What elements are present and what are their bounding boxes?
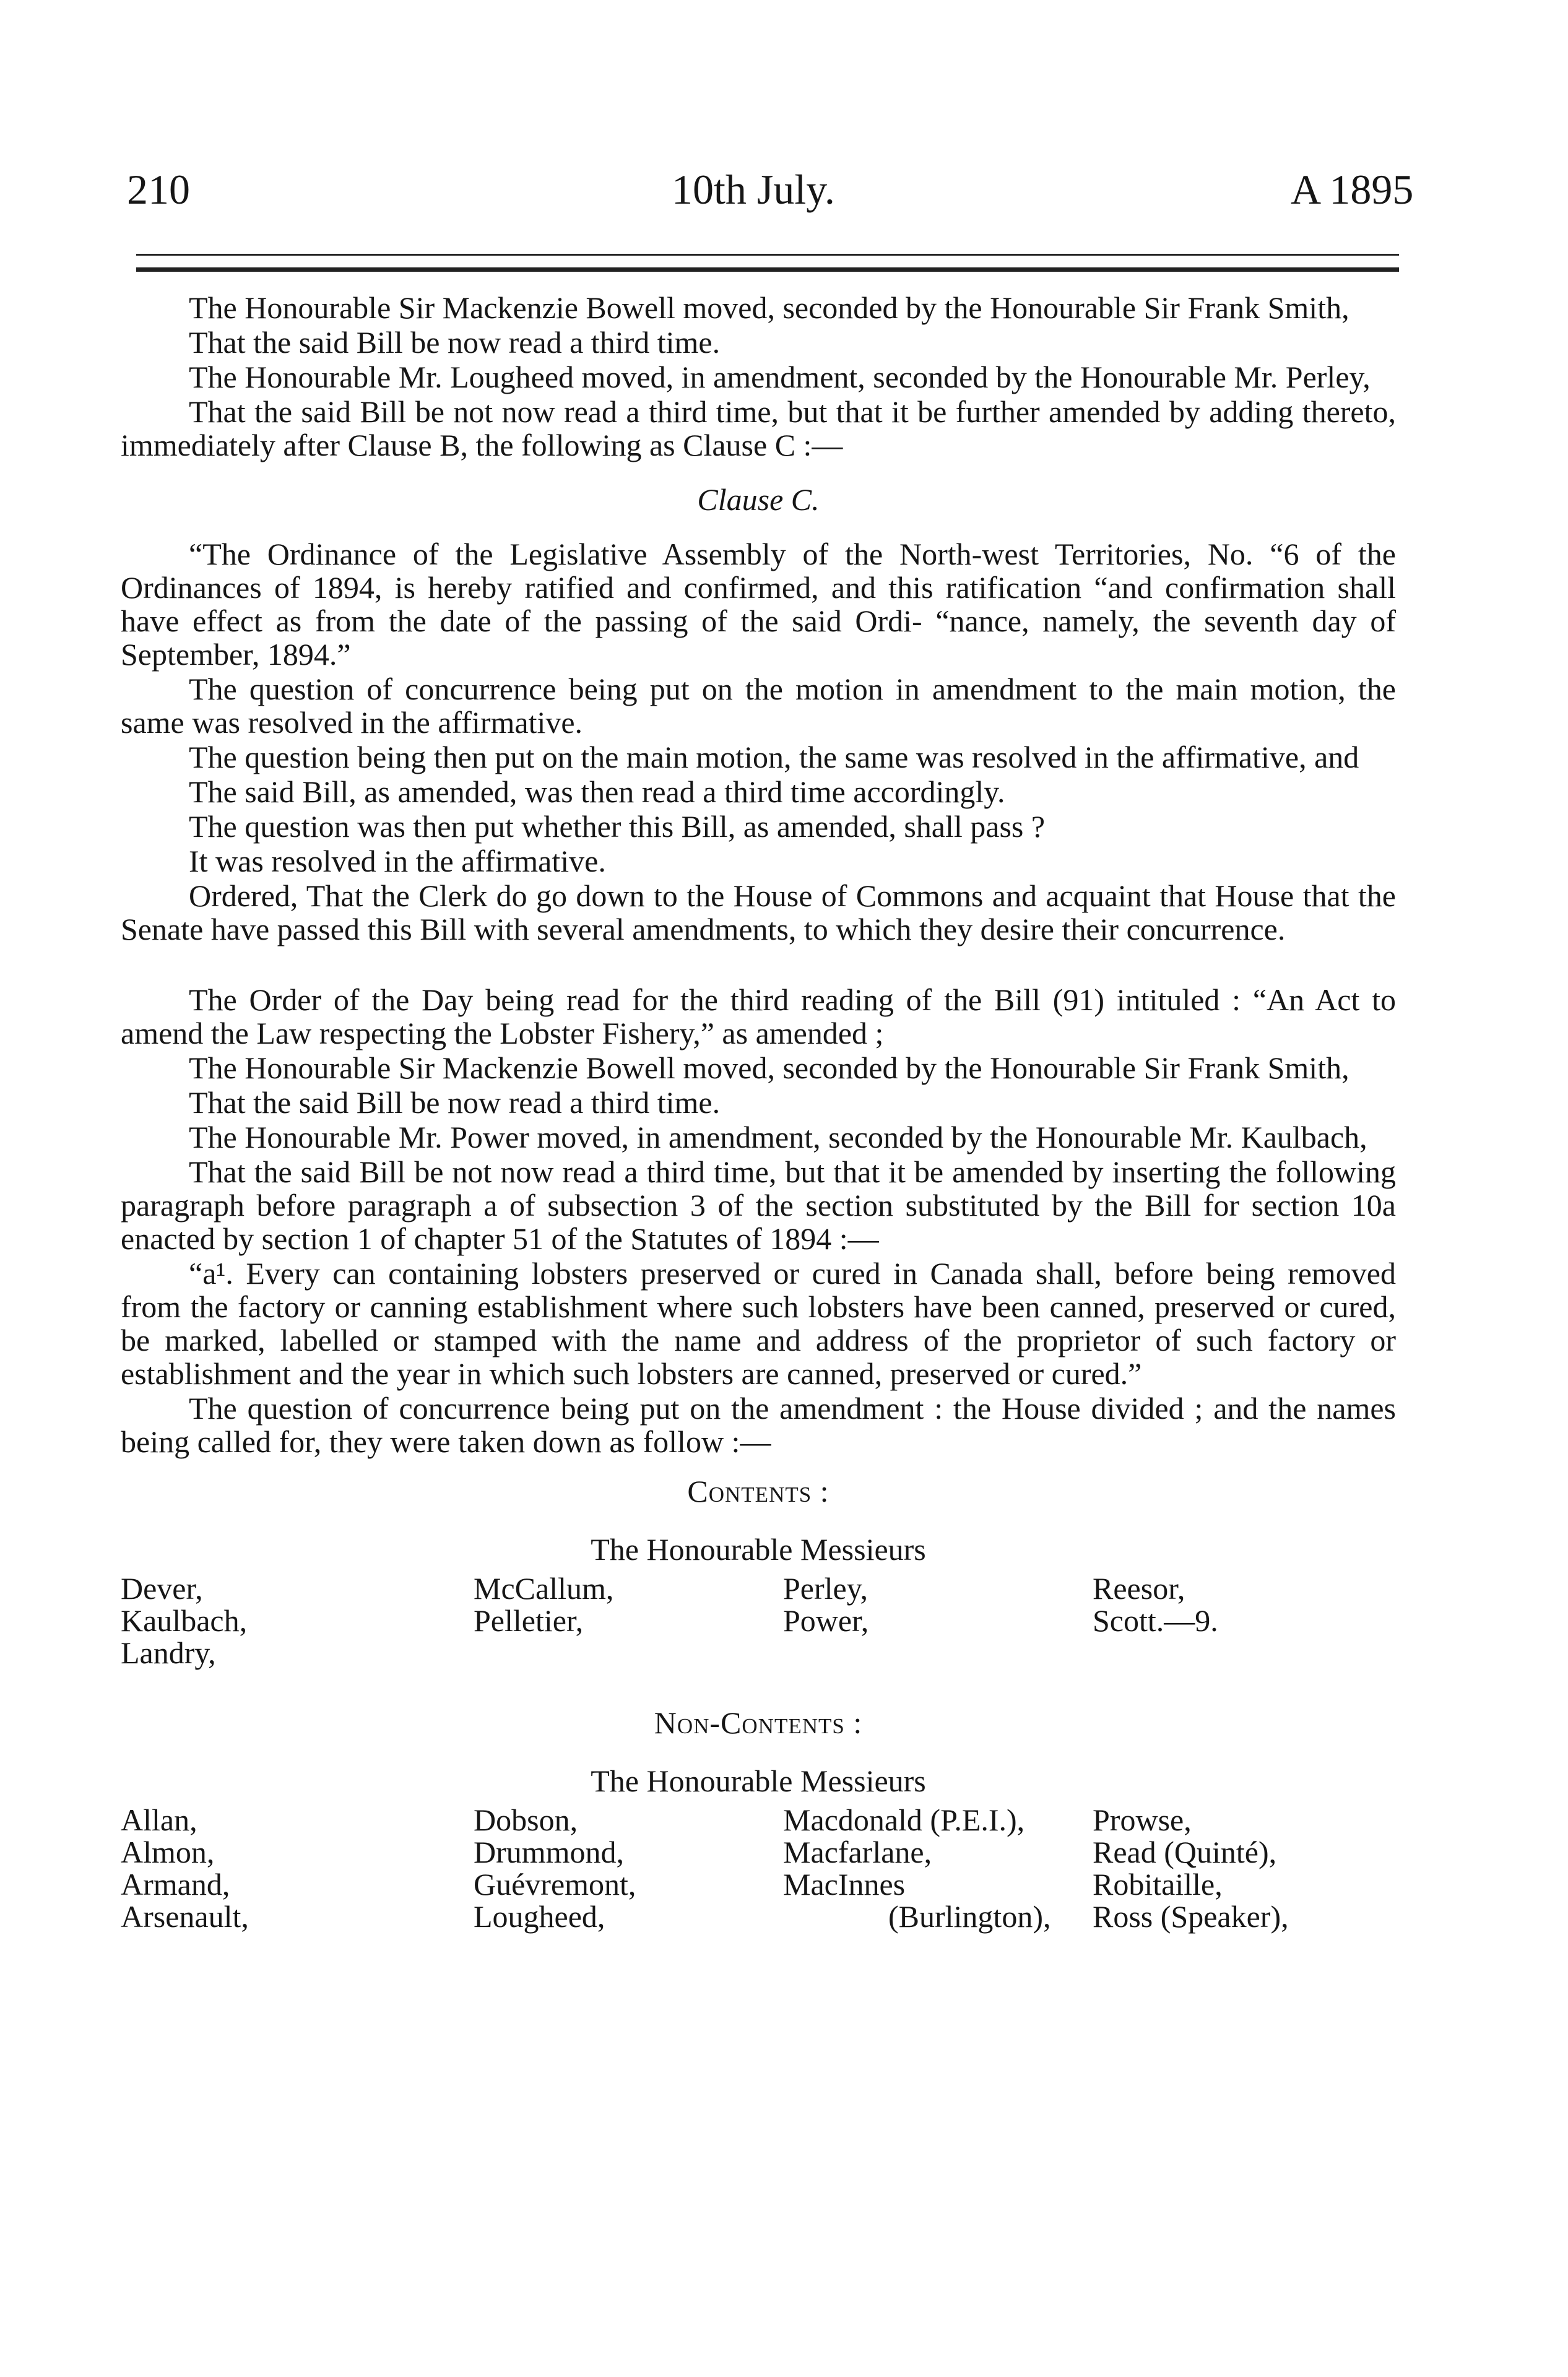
contents-name-list: [121, 1572, 1396, 1669]
header-rule-thin: [136, 254, 1399, 256]
non-contents-name-list: [121, 1804, 1396, 1933]
paragraph: Ordered, That the Clerk do go down to the House of Commons and acquaint that House that the Senate have passed this Bill with several amendments, to which they desire their concurrence.: [121, 878, 1396, 946]
header-rule-thick: [136, 267, 1399, 272]
name-column: [783, 1804, 1093, 1933]
paragraph: The Honourable Sir Mackenzie Bowell moved, seconded by the Honourable Sir Frank Smith,: [189, 1050, 1349, 1085]
running-head-year: A 1895: [1291, 166, 1414, 213]
member-name: Scott.—9.: [1093, 1603, 1218, 1638]
contents-heading: Contents :: [687, 1474, 829, 1509]
page-number: 210: [127, 166, 190, 213]
paragraph: The Order of the Day being read for the third reading of the Bill (91) intituled : “An Act to amend the Law respecting the Lobster Fishery,” as amended ;: [121, 982, 1396, 1050]
member-name: (Burlington),: [888, 1899, 1051, 1934]
member-name: Landry,: [121, 1635, 216, 1670]
member-name: Prowse,: [1093, 1803, 1192, 1837]
paragraph: The question of concurrence being put on the amendment : the House divided ; and the names being called for, they were taken down as follow :—: [121, 1391, 1396, 1459]
member-name: Power,: [783, 1603, 869, 1638]
member-name: Arsenault,: [121, 1899, 249, 1934]
member-name: Macdonald (P.E.I.),: [783, 1803, 1025, 1837]
member-name: Allan,: [121, 1803, 197, 1837]
section-spacer: [121, 947, 1396, 983]
member-name: Reesor,: [1093, 1571, 1185, 1606]
paragraph: That the said Bill be now read a third time.: [189, 325, 721, 360]
contents-subheading: The Honourable Messieurs: [591, 1532, 926, 1567]
member-name: Macfarlane,: [783, 1835, 932, 1869]
amendment-quote: “a¹. Every can containing lobsters preserved or cured in Canada shall, before being removed from the factory or canning establishment where such lobsters have been canned, preserved or cured, be marked, labelled or stamped with the name and address of the proprietor of such factory or establishment and the year in which such lobsters are canned, preserved or cured.”: [121, 1256, 1396, 1391]
member-name: Dever,: [121, 1571, 203, 1606]
member-name: McCallum,: [474, 1571, 614, 1606]
page-body: [121, 291, 1396, 1933]
paragraph: The said Bill, as amended, was then read a third time accordingly.: [189, 774, 1005, 809]
clause-text: “The Ordinance of the Legislative Assembly of the North-west Territories, No. “6 of the Ordinances of 1894, is hereby ratified and confirmed, and this ratification “and confirmation shall have effect as from the date of the passing of the said Ordi- “nance, namely, the seventh day of September, 1894.”: [121, 537, 1396, 672]
running-head-date: 10th July.: [672, 166, 835, 213]
member-name: Read (Quinté),: [1093, 1835, 1277, 1869]
member-name: Ross (Speaker),: [1093, 1899, 1289, 1934]
member-name: Lougheed,: [474, 1899, 605, 1934]
name-column: [121, 1572, 474, 1669]
paragraph: The question being then put on the main motion, the same was resolved in the affirmative, and: [189, 740, 1359, 774]
name-column: [783, 1572, 1093, 1669]
member-name: Perley,: [783, 1571, 868, 1606]
name-column: [1093, 1572, 1396, 1669]
member-name: Dobson,: [474, 1803, 578, 1837]
paragraph: The question of concurrence being put on the motion in amendment to the main motion, the same was resolved in the affirmative.: [121, 672, 1396, 740]
paragraph: That the said Bill be now read a third time.: [189, 1085, 721, 1120]
paragraph: The Honourable Mr. Power moved, in amendment, seconded by the Honourable Mr. Kaulbach,: [189, 1120, 1367, 1154]
non-contents-subheading: The Honourable Messieurs: [591, 1764, 926, 1798]
member-name: Almon,: [121, 1835, 215, 1869]
name-column: [474, 1804, 783, 1933]
member-name: Robitaille,: [1093, 1867, 1223, 1902]
name-column: [474, 1572, 783, 1669]
paragraph: The Honourable Mr. Lougheed moved, in amendment, seconded by the Honourable Mr. Perley,: [189, 360, 1371, 394]
member-name: Armand,: [121, 1867, 230, 1902]
paragraph: It was resolved in the affirmative.: [189, 844, 606, 878]
non-contents-heading: Non-Contents :: [654, 1705, 863, 1740]
member-name: Drummond,: [474, 1835, 625, 1869]
name-column: [121, 1804, 474, 1933]
member-name: Kaulbach,: [121, 1603, 248, 1638]
paragraph: The question was then put whether this Bill, as amended, shall pass ?: [189, 809, 1046, 844]
member-name: MacInnes: [783, 1867, 906, 1902]
member-name: Guévremont,: [474, 1867, 636, 1902]
paragraph: That the said Bill be not now read a third time, but that it be further amended by adding thereto, immediately after Clause B, the following as Clause C :—: [121, 394, 1396, 462]
name-column: [1093, 1804, 1396, 1933]
clause-title: Clause C.: [697, 482, 820, 517]
paragraph: That the said Bill be not now read a third time, but that it be amended by inserting the following paragraph before paragraph a of subsection 3 of the section substituted by the Bill for section 10a enacted by section 1 of chapter 51 of the Statutes of 1894 :—: [121, 1154, 1396, 1256]
paragraph: The Honourable Sir Mackenzie Bowell moved, seconded by the Honourable Sir Frank Smith,: [189, 290, 1349, 325]
member-name: Pelletier,: [474, 1603, 584, 1638]
